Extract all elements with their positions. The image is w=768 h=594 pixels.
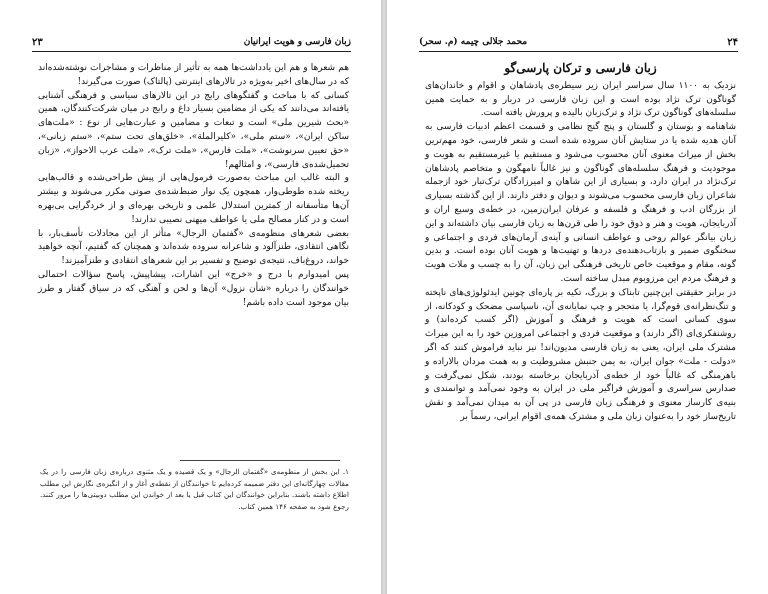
header-rule [419,51,738,52]
paragraph: کسانی که با مباحث و گفتگوهای رایج در این تالارهای سیاسی و فرهنگی آشنایی یافته‌اند می‌دانند که یکی از مضامین بسیار داغ و رایج در میان شرکت‌کنندگان، همین «بحث شیرین ملی» است و تبعات و مضامین و عبارت‌هایی از نوع : «ملت‌های ساکن ایران»، «ستم ملی»، «کلیرالملة»، «خلق‌های تحت ستم»، «ستم زبانی»، «حق تعیین سرنوشت»، «ملت فارس»، «ملت ترک»، «ملت عرب الاحواز»، «زبان تحمیل‌شده‌ی فارسی»، و امثالهم! [38,90,349,170]
header-rule [32,51,351,52]
page-number: ۲۳ [32,36,43,48]
page-number: ۲۴ [727,36,738,48]
paragraph: هم شعرها و هم این یادداشت‌ها همه به تأثیر از مناظرات و مشاجرات نوشته‌شده‌اند که در سال‌های اخیر به‌ویژه در تالارهای اینترنتی (پالتاک) صورت می‌گیرند! [38,63,349,87]
left-page-body [38,62,349,310]
right-page-body [425,62,736,425]
paragraph: پس امیدوارم با درج و «خرج» این اشارات، پیشاپیش، پاسخ سؤالات احتمالی خوانندگان را درباره «شأن نزول» آن‌ها و لحن و آهنگی که در سیاق گفتار و طرز بیان موجود است داده باشم! [38,269,349,308]
right-page-header [419,34,738,50]
running-head: زبان فارسی و هویت ایرانیان [243,37,351,47]
section-title: زبان فارسی و ترکان پارسی‌گو [504,61,657,75]
paragraph: نزدیک به ۱۱۰۰ سال سراسر ایران زیر سیطره‌ی پادشاهان و اقوام و خاندان‌های گوناگون ترک نژاد بوده است و این زبان فارسی در دربار و به حمایت همین سلسله‌های گوناگون ترک نژاد و ترک‌زبان بالیده و پرورش یافته است. [425,80,736,119]
paragraph: در برابر حقیقتی این‌چنین تابناک و بزرگ، تکیه بر پاره‌ای چونین ایدئولوژی‌های ناپخته و تنگ‌نظرانه‌ی قوم‌گرا، یا متحجر و چپ نمایانه‌ی آن، ناسپاسی مضحک و کودکانه، از سوی کسانی است که هویت و فرهنگ و آموزش (اگر کسب کرده‌اند) و روشنفکری‌ای (اگر دارند) و موقعیت فردی و اجتماعی امروزین خود را به این میراث مشترک ملی ایران، یعنی به زبان فارسی مدیون‌اند! نیز نباید فراموش کنند که اگر «دولت - ملت» جوان ایران، به یمن جنبش مشروطیت و به همت مردان بالاراده و باهرمنگی که غالباً خود از خطه‌ی آذربایجان برخاسته بودند، شکل نمی‌گرفت و صدارس سراسری و آموزش فراگیر ملی در ایران به وجود نمی‌آمد و توانمندی و بنیه‌ی کارساز معنوی و فرهنگی زبان فارسی در پی آن به میدان نمی‌آمد و نقش تاریخ‌ساز خود را به‌عنوان زبان ملی و مشترک همه‌ی اقوام ایرانی، رسماً بر [425,287,736,422]
footnote-rule [180,460,340,461]
paragraph: شاهنامه و بوستان و گلستان و پنج گنج نظامی و قسمت اعظم ادبیات فارسی به آنان هدیه شده یا در ستایش آنان سروده شده است و شعر فارسی، خود مهم‌ترین بخش از میراث معنوی آنان محسوب می‌شود و مستقیم یا غیرمستقیم به هویت و موجودیت و فرهنگ سلسله‌های گوناگون و نیز غالباً نامهگون و متخاصم پادشاهان ترک‌نژاد در ایران دارد، و بسیاری از این شاهان و امیرزادگان ترک‌تبار خود ازجمله شاعران زبان فارسی محسوب می‌شوند و دیوان و دفتر دارند. از این گذشته بسیاری از بزرگان ادب و فرهنگ و فلسفه و عرفان ایران‌زمین، در خطه‌ی وسیع اران و آذربایجان، هویت و هنر و ذوق خود را طی قرن‌ها به زبان فارسی بیان داشته‌اند و این زبان بیانگر عوالم روحی و عواطف انسانی و آینه‌ی آرمان‌های فردی و اجتماعی و سخنگوی ضمیر و بازتاب‌دهنده‌ی دردها و تهنیت‌ها و هویت آنان بوده است. و بدین گونه، مقام و موقعیت خاص تاریخی فرهنگی این زبان، آن را به چسب و ملات هویت و فرهنگ مردم این مرزوبوم مبدل ساخته است. [425,122,736,284]
paragraph: بعضی شعرهای منظومه‌ی «گفتمان الرجال» متأثر از این مجادلات تأسف‌بار، با نگاهی انتقادی، طنزآلود و شاعرانه سروده شده‌اند و همچنان که گفتیم، آنچه خواهید خواند، دروغ‌باف، نتیجه‌ی توضیح و تفسیر بر این شعرهای انتقادی و طنزآمیزند! [38,228,349,267]
paragraph: و البته غالب این مباحث به‌صورت فرمول‌هایی از پیش طراحی‌شده و قالب‌هایی ریخته شده طوطی‌وار، همچون یک نوار ضبط‌شده‌ی صوتی مکرر می‌شوند و بیشتر آن‌ها متأسفانه از کمترین استدلال علمی و تاریخی بهره‌ای و از خردگرایی بی‌بهره است و در کنار مصالح ملی یا عواطف میهنی نصیبی ندارند! [38,173,349,225]
left-page [0,0,382,594]
footnote: ۱. این بخش از منظومه‌ی «گفتمان الرجال» و یک قصیده و یک مثنوی درباره‌ی زبان فارسی را در یک مقالات چهارگانه‌ای این دفتر ضمیمه کرده‌ایم تا خوانندگان از نقطه‌ی آغاز و از انگیزه‌ی نگارش این مطلب اطلاع داشته باشند. بنابراین خوانندگان این کتاب قبل یا بعد از خواندن این مطلب دوبیتی‌ها را مرور کنند. رجوع شود به صفحه ۱۴۶ همین کتاب. [40,467,349,511]
left-page-header [32,34,351,50]
running-head: محمد جلالی چیمه (م. سحر) [419,37,528,47]
right-page [386,0,768,594]
